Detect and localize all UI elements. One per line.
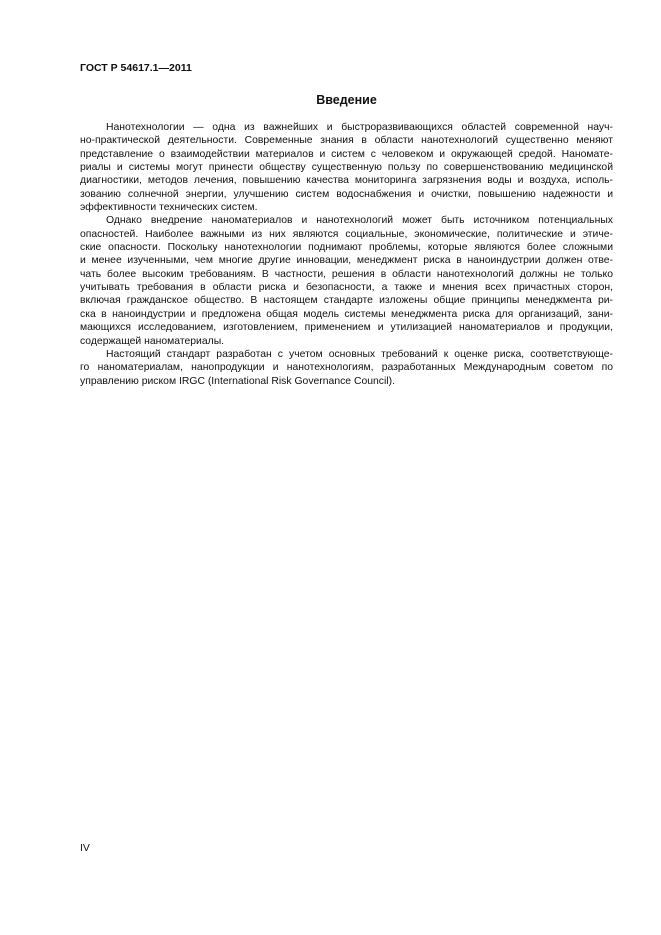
text-line: эффективности технических систем. (80, 202, 258, 214)
paragraph (80, 214, 613, 347)
document-header: ГОСТ Р 54617.1—2011 (80, 62, 192, 74)
text-line: зованию солнечной энергии, улучшению систем водоснабжения и очистки, повышению надежности и (80, 188, 613, 200)
body-text (80, 121, 613, 388)
page-number: IV (80, 842, 90, 854)
text-line: представление о взаимодействии материалов и систем с человеком и окружающей средой. Наномате- (80, 148, 613, 160)
text-line: Настоящий стандарт разработан с учетом основных требований к оценке риска, соответствующе- (106, 348, 613, 360)
text-line: Однако внедрение наноматериалов и нанотехнологий может быть источником потенциальных (106, 215, 613, 227)
paragraph (80, 121, 613, 214)
text-line: и менее изученными, чем многие другие инновации, менеджмент риска в наноиндустрии должен отве- (80, 255, 613, 267)
text-line: чать более высоким требованиям. В частности, решения в области нанотехнологий должны не только (80, 268, 613, 280)
text-line: но-практической деятельности. Современные знания в области нанотехнологий существенно меняют (80, 135, 613, 147)
text-line: включая гражданское общество. В настоящем стандарте изложены общие принципы менеджмента ри- (80, 295, 613, 307)
text-line: учитывать требования в области риска и безопасности, а также и мнения всех причастных сторон, (80, 282, 613, 294)
text-line: управлению риском IRGC (International Risk Governance Council). (80, 375, 395, 387)
paragraph (80, 348, 613, 388)
text-line: содержащей наноматериалы. (80, 335, 225, 347)
section-title: Введение (316, 93, 377, 107)
text-line: ска в наноиндустрии и предложена общая модель системы менеджмента риска для организаций, зани- (80, 308, 613, 320)
text-line: риалы и системы могут принести обществу существенную пользу по совершенствованию медицинской (80, 162, 613, 174)
text-line: диагностики, методов лечения, повышению качества мониторинга загрязнения воды и воздуха, исполь- (80, 175, 613, 187)
text-line: Нанотехнологии — одна из важнейших и быстроразвивающихся областей современной науч- (106, 122, 613, 133)
text-line: мающихся исследованием, изготовлением, применением и утилизацией наноматериалов и продукции, (80, 322, 613, 334)
text-line: опасностей. Наиболее важными из них являются социальные, экономические, политические и этиче- (80, 228, 613, 240)
text-line: го наноматериалам, нанопродукции и нанотехнологиям, разработанных Международным советом по (80, 362, 613, 374)
text-line: ские опасности. Поскольку нанотехнологии поднимают проблемы, которые являются более сложными (80, 242, 613, 254)
